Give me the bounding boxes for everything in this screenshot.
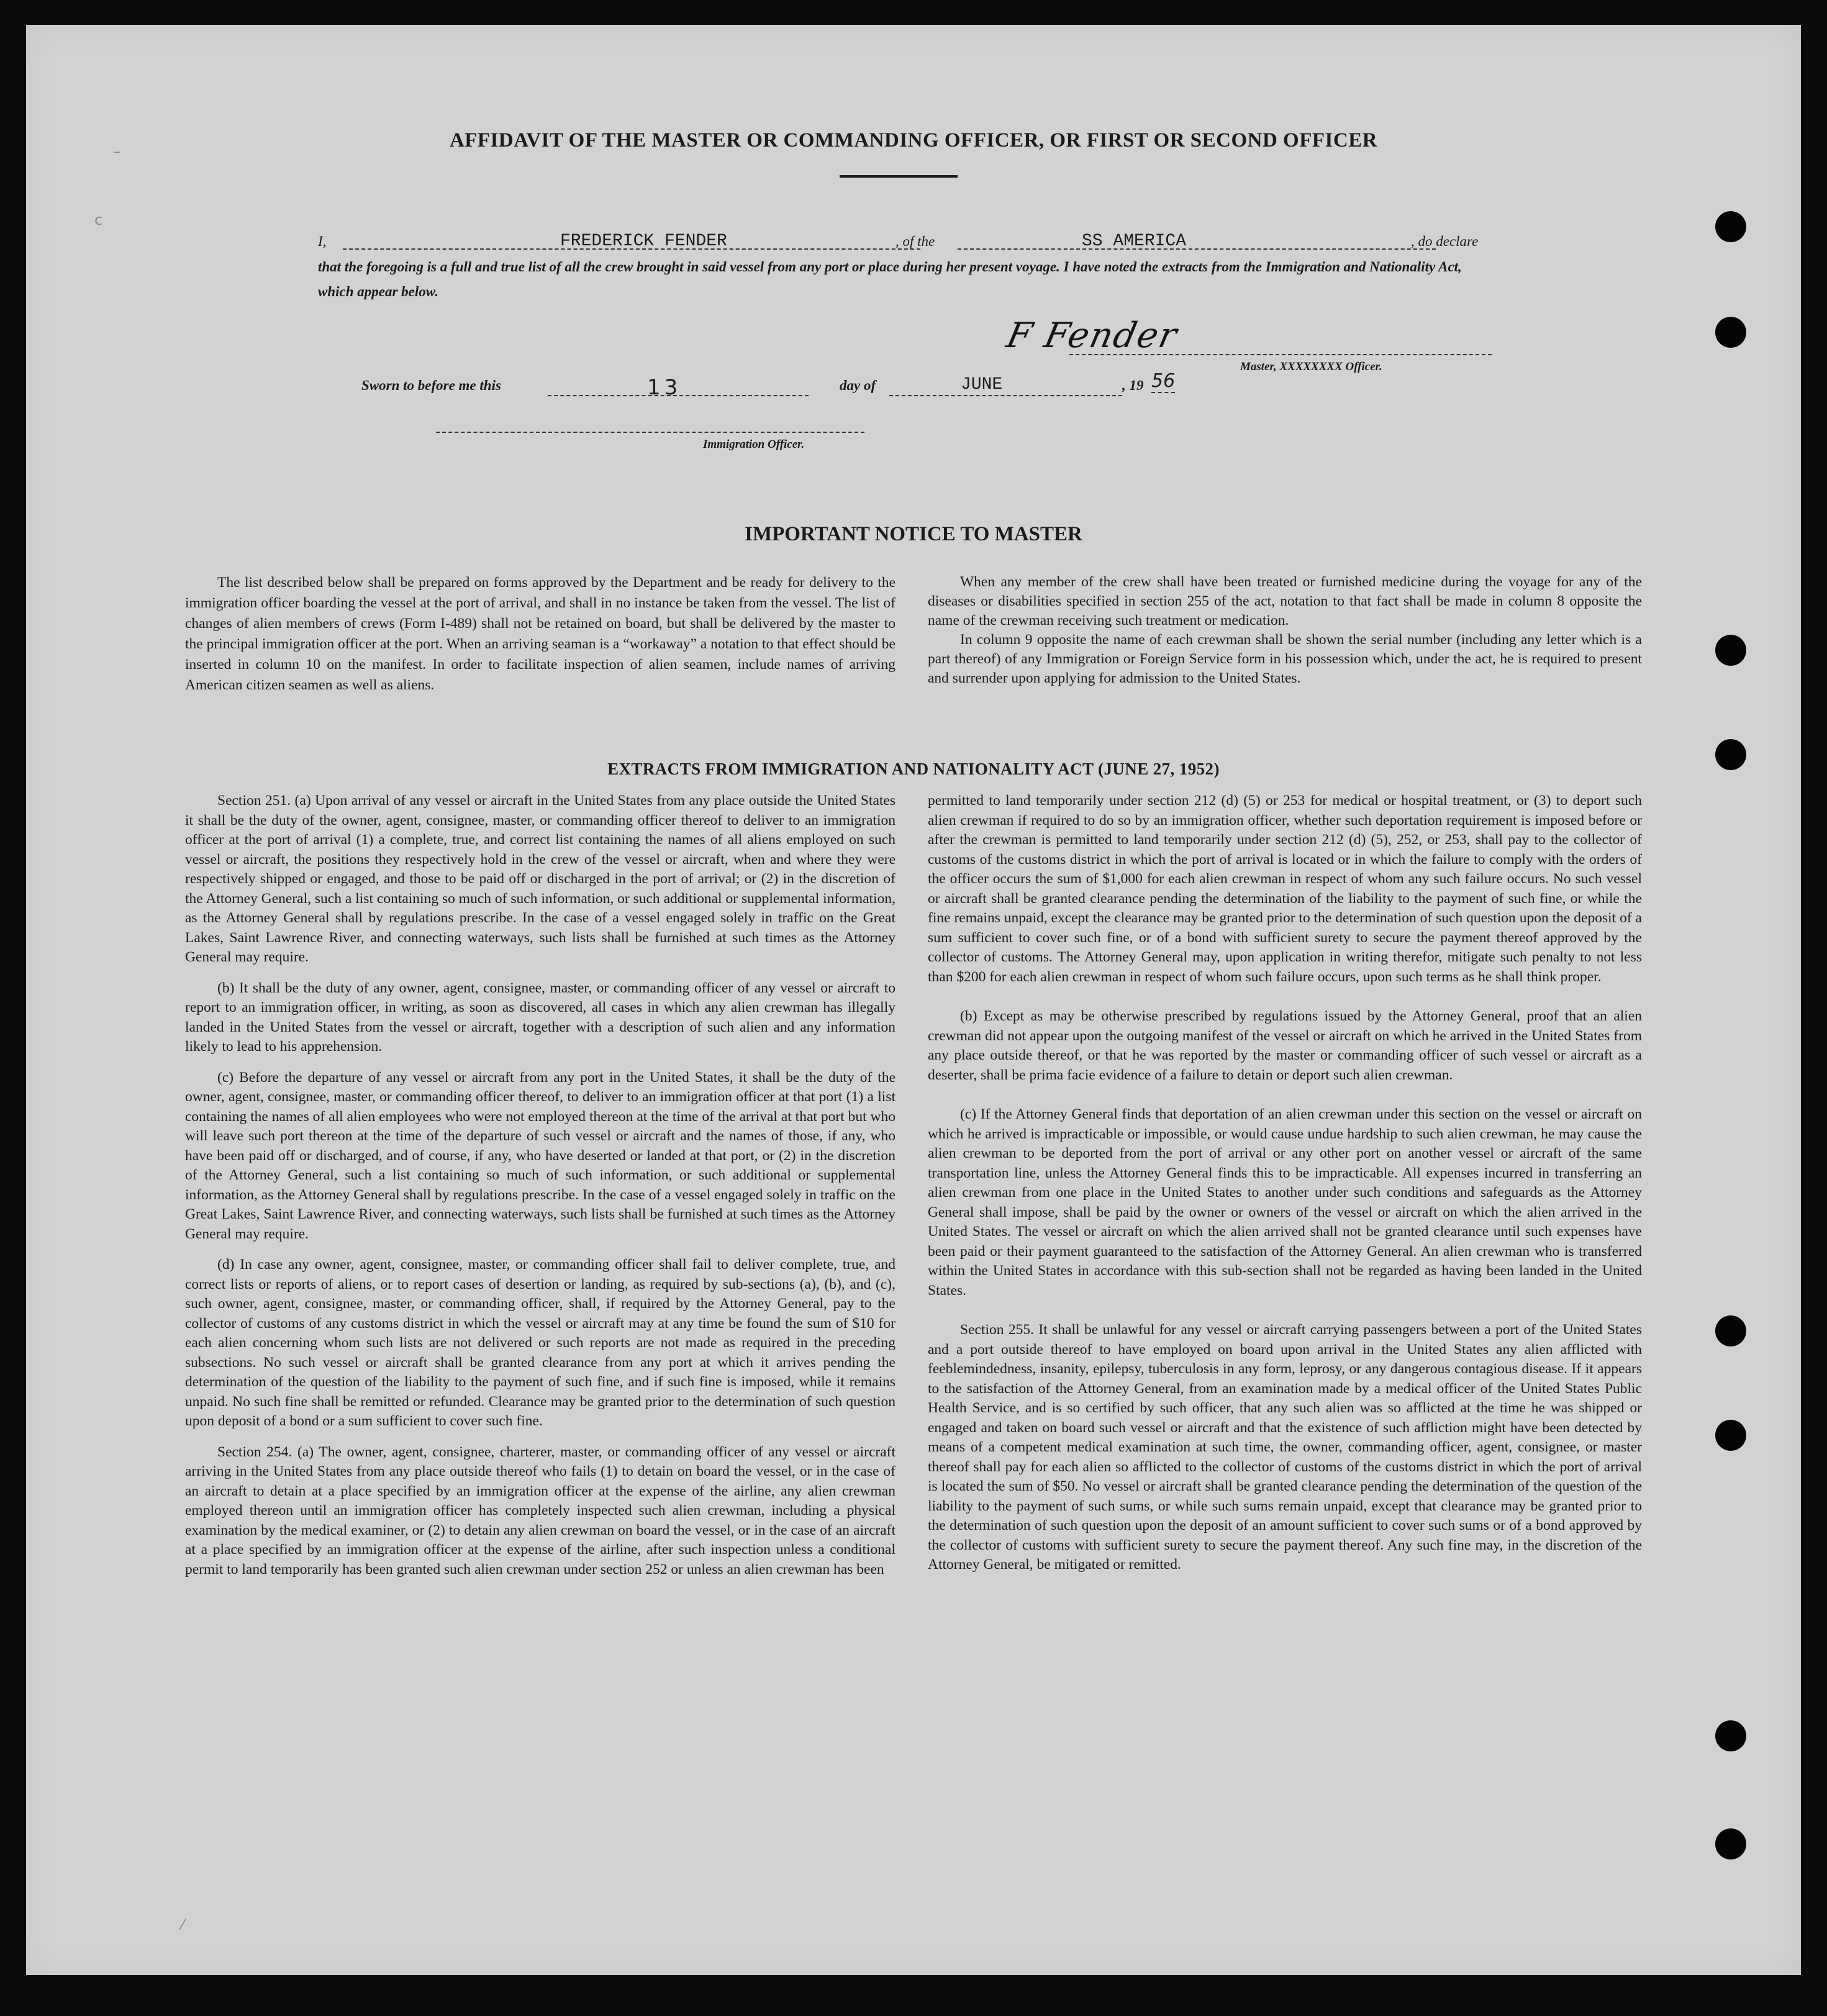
immigration-officer-caption: Immigration Officer. — [703, 438, 805, 451]
binder-hole — [1715, 1315, 1746, 1346]
notice-left-column — [185, 573, 895, 696]
vessel-name-value: SS AMERICA — [1082, 232, 1187, 251]
bleed-through-mark: ⁄ — [181, 1916, 184, 1933]
notice-right-paragraph-2: In column 9 opposite the name of each crewman shall be shown the serial number (including any letter which is a part thereof) of any Immigration or Foreign Service form in his possession which, under the act, he is required to present and surrender upon applying for admission to the United States. — [928, 632, 1642, 686]
sworn-label: Sworn to before me this — [361, 378, 501, 393]
binder-hole — [1715, 1828, 1746, 1859]
declaration-text: that the foregoing is a full and true list of all the crew brought in said vessel from any port or place during her present voyage. I have noted the extracts from the Immigration and Nationality Act, which appear below. — [318, 259, 1462, 299]
binder-hole — [1715, 317, 1746, 348]
title-underline — [840, 175, 958, 178]
immigration-officer-line — [436, 432, 864, 433]
prefix-i: I, — [318, 234, 327, 249]
day-value: 13 — [647, 375, 682, 400]
binder-hole — [1715, 1720, 1746, 1751]
bleed-through-mark: c — [94, 211, 103, 229]
section-251b: (b) It shall be the duty of any owner, agent, consignee, master, or commanding officer of any vessel or aircraft to report to an immigration officer, in writing, as soon as discovered, all cases in which any alien crewman has illegally landed in the United States from the vessel or aircraft, together with a description of such alien and any information likely to lead to his apprehension. — [185, 979, 895, 1055]
extracts-title: EXTRACTS FROM IMMIGRATION AND NATIONALITY ACT (JUNE 27, 1952) — [607, 760, 1220, 778]
binder-hole — [1715, 1420, 1746, 1451]
month-field — [889, 375, 1122, 396]
master-name-value: FREDERICK FENDER — [560, 232, 727, 251]
section-254a: Section 254. (a) The owner, agent, consignee, charterer, master, or commanding officer of any vessel or aircraft arriving in the United States from any place outside thereof who fails (1) to detain on board the vessel, or in the case of an aircraft to detain at a place specified by an immigration officer at the expense of the airline, any alien crewman employed thereon until an immigration officer has completely inspected such alien crewman, including a physical examination by the medical examiner, or (2) to detain any alien crewman on board the vessel, or in the case of an aircraft at a place specified by an immigration officer at the expense of the airline, after such inspection unless a conditional permit to land temporarily has been granted such alien crewman under section 252 or unless an alien crewman has been — [185, 1443, 895, 1578]
bleed-through-mark: – — [113, 143, 120, 160]
notice-left-paragraph: The list described below shall be prepared on forms approved by the Department and be ready for delivery to the immigration officer boarding the vessel at the port of arrival, and shall in no instance be taken from the vessel. The list of changes of alien members of crews (Form I-489) shall not be retained on board, but shall be delivered by the master to the principal immigration officer at the port. When an arriving seaman is a “workaway” a notation to that effect should be inserted in column 10 on the manifest. In order to facilitate inspection of alien seamen, include names of arriving American citizen seamen as well as aliens. — [185, 574, 895, 693]
document-page — [26, 25, 1801, 1975]
do-declare-label: , do declare — [1411, 234, 1479, 249]
notice-right-paragraph-1: When any member of the crew shall have been treated or furnished medicine during the voyage for any of the diseases or disabilities specified in section 255 of the act, notation to that fact shall be made in column 8 opposite the name of the crewman receiving such treatment or medication. — [928, 574, 1642, 629]
signature-line — [1069, 354, 1492, 355]
year-value: 56 — [1151, 370, 1176, 392]
day-field — [548, 375, 809, 400]
affidavit-title: AFFIDAVIT OF THE MASTER OR COMMANDING OFFICER, OR FIRST OR SECOND OFFICER — [449, 129, 1378, 152]
master-caption: Master, XXXXXXXX Officer. — [1240, 360, 1382, 373]
section-251a: Section 251. (a) Upon arrival of any vessel or aircraft in the United States from any place outside the United States it shall be the duty of the owner, agent, consignee, master, or commanding officer thereof to deliver to an immigration officer at the port of arrival (1) a complete, true, and correct list containing the names of all aliens employed on such vessel or aircraft, the positions they respectively hold in the crew of the vessel or aircraft, when and where they were respectively shipped or engaged, and those to be paid off or discharged in the port of arrival; or (2) in the discretion of the Attorney General, such a list containing so much of such information, or such additional or supplemental information, as the Attorney General shall by regulations prescribe. In the case of a vessel engaged solely in traffic on the Great Lakes, Saint Lawrence River, and connecting waterways, such lists shall be furnished at such times as the Attorney General may require. — [185, 792, 895, 965]
extracts-left-column — [185, 791, 895, 1579]
of-the-label: , of the — [895, 234, 935, 249]
sworn-line — [361, 365, 1231, 400]
section-255: Section 255. It shall be unlawful for any vessel or aircraft carrying passengers between a port of the United States and a port outside thereof to have employed on board upon arrival in the United States any alien afflicted with feeblemindedness, insanity, epilepsy, tuberculosis in any form, leprosy, or any dangerous contagious disease. If it appears to the satisfaction of the Attorney General, from an examination made by a medical officer of the United States Public Health Service, and is so certified by such officer, that any such alien was so afflicted at the time he was shipped or engaged and taken on board such vessel or aircraft and that the existence of such affliction might have been detected by means of a competent medical examination at such time, the owner, commanding officer, agent, consignee, or master thereof shall pay for each alien so afflicted to the collector of customs of the customs district in which the port of arrival is located the sum of $50. No vessel or aircraft shall be granted clearance pending the determination of the question of the liability to the payment of such sums, or while such sums remain unpaid, except that clearance may be granted prior to the determination of such question upon the deposit of an amount sufficient to cover such sums or of a bond approved by the collector of customs with sufficient surety to secure the payment thereof. Any such fine may, in the discretion of the Attorney General, be mitigated or remitted. — [928, 1322, 1642, 1573]
section-254b: (b) Except as may be otherwise prescribed by regulations issued by the Attorney General, proof that an alien crewman did not appear upon the outgoing manifest of the vessel or aircraft on which he arrived in the United States from any place outside thereof, or that he was reported by the master or commanding officer of such vessel or aircraft as a deserter, shall be prima facie evidence of a failure to detain or deport such alien crewman. — [928, 1008, 1642, 1083]
section-254c: (c) If the Attorney General finds that deportation of an alien crewman under this section on the vessel or aircraft on which he arrived is impracticable or impossible, or would cause undue hardship to such alien crewman, he may cause the alien crewman to be deported from the port of arrival or any other port on another vessel or aircraft of the same transportation line, unless the Attorney General finds this to be impracticable. All expenses incurred in transferring an alien crewman from one place in the United States to another under such conditions and safeguards as the Attorney General shall impose, shall be paid by the owner or owners of the vessel or aircraft on which the alien arrived in the United States. The vessel or aircraft on which the alien arrived shall not be granted clearance until such expenses have been paid or their payment guaranteed to the satisfaction of the Attorney General. An alien crewman who is transferred within the United States in accordance with this sub-section shall not be regarded as having been landed in the United States. — [928, 1106, 1642, 1299]
section-251d: (d) In case any owner, agent, consignee, master, or commanding officer shall fail to deliver complete, true, and correct lists or reports of aliens, or to report cases of desertion or landing, as required by sub-sections (a), (b), and (c), such owner, agent, consignee, master, or commanding officer, shall, if required by the Attorney General, pay to the collector of customs of any customs district in which the vessel or aircraft may at any time be found the sum of $10 for each alien concerning whom such lists are not delivered or such reports are not made as required in the preceding subsections. No such vessel or aircraft shall be granted clearance from any port at which it arrives pending the determination of the question of the liability to the payment of such fine, and if such fine is imposed, while it remains unpaid. No such fine shall be remitted or refunded. Clearance may be granted prior to the determination of such question upon deposit of a bond or a sum sufficient to cover such fine. — [185, 1256, 895, 1429]
section-251c: (c) Before the departure of any vessel or aircraft from any port in the United States, it shall be the duty of the owner, agent, consignee, master, or commanding officer thereof, to deliver to an immigration officer at that port (1) a list containing the names of all alien employees who were not employed thereon at the time of the arrival at that port but who will leave such port thereon at the time of the departure of such vessel or aircraft and the names of those, if any, who have been paid off or discharged, and of course, if any, who have deserted or landed at that port, or (2) in the discretion of the Attorney General, such a list containing so much of such information, or such additional or supplemental information, as the Attorney General shall by regulations prescribe. In the case of a vessel engaged solely in traffic on the Great Lakes, Saint Lawrence River, and connecting waterways, such lists shall be furnished at such times as the Attorney General may require. — [185, 1069, 895, 1242]
declaration-block — [318, 229, 1492, 304]
extracts-right-column — [928, 791, 1642, 1575]
notice-right-column — [928, 573, 1642, 688]
binder-hole — [1715, 211, 1746, 242]
section-254a-continued: permitted to land temporarily under section 212 (d) (5) or 253 for medical or hospital treatment, or (3) to deport such alien crewman if required to do so by an immigration officer, whether such deportation requirement is imposed before or after the crewman is permitted to land temporarily under section 212 (d) (5), 252, or 253, shall pay to the collector of customs of the customs district in which the port of arrival is located or in which the failure to comply with the orders of the officer occurs the sum of $1,000 for each alien crewman in respect of whom any such failure occurs. No such vessel or aircraft shall be granted clearance pending the determination of the liability to the payment of such fine, or while the fine remains unpaid, except the clearance may be granted prior to the determination of such question upon the deposit of a sum sufficient to cover such fine, or of a bond with sufficient surety to secure the payment thereof approved by the collector of customs. The Attorney General may, upon application in writing therefor, mitigate such penalty to not less than $200 for each alien crewman in respect of whom such failure occurs, upon such terms as he shall think proper. — [928, 792, 1642, 985]
master-name-field — [343, 229, 920, 250]
day-of-label: day of — [840, 378, 876, 393]
notice-title: IMPORTANT NOTICE TO MASTER — [745, 523, 1082, 545]
binder-hole — [1715, 635, 1746, 666]
master-signature: F Fender — [1003, 316, 1182, 356]
month-value: JUNE — [961, 375, 1003, 394]
year-prefix: , 19 — [1122, 378, 1144, 393]
vessel-name-field — [958, 229, 1436, 250]
